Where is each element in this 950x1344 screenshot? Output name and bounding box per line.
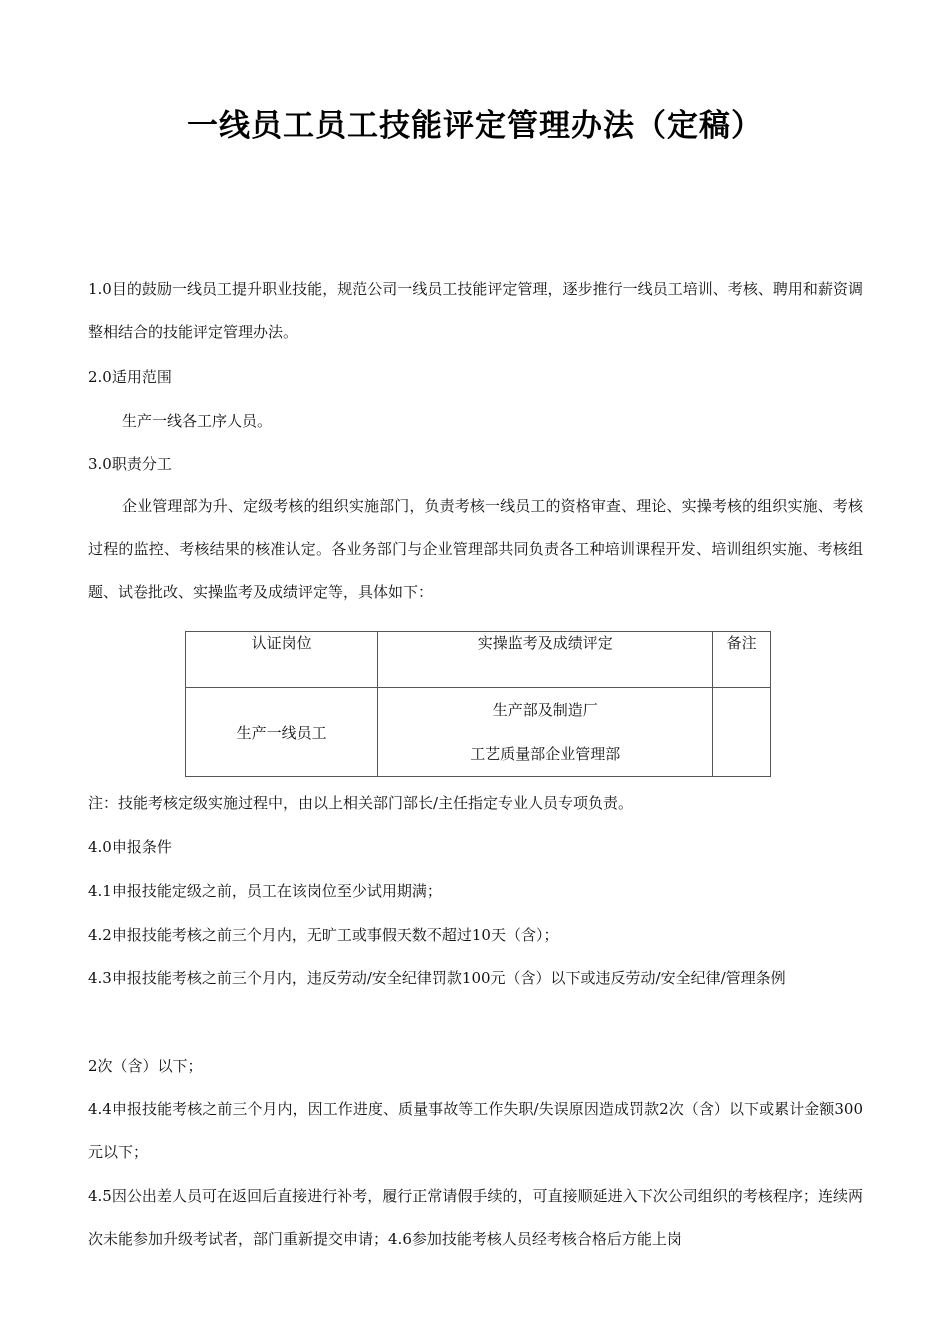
clause-4-3-continued: 2次（含）以下；: [88, 1057, 203, 1075]
document-title: 一线员工员工技能评定管理办法（定稿）: [187, 108, 763, 144]
clause-4-2: 4.2申报技能考核之前三个月内，无旷工或事假天数不超过10天（含）；: [88, 926, 559, 944]
cell-position: 生产一线员工: [186, 688, 378, 777]
dept-line-1: 生产部及制造厂: [492, 701, 598, 719]
certification-table: [185, 631, 771, 777]
section-3-text: 企业管理部为升、定级考核的组织实施部门，负责考核一线员工的资格审查、理论、实操考核的组织实施、考核过程的监控、考核结果的核准认定。各业务部门与企业管理部共同负责各工种培训课程开发、培训组织实施、考核组题、试卷批改、实操监考及成绩评定等，具体如下：: [88, 497, 863, 601]
header-evaluation: 实操监考及成绩评定: [378, 632, 713, 688]
clause-4-5-4-6: 4.5因公出差人员可在返回后直接进行补考，履行正常请假手续的，可直接顺延进入下次公司组织的考核程序；连续两次未能参加升级考试者，部门重新提交申请；4.6参加技能考核人员经考核合格后方能上岗: [88, 1187, 863, 1248]
section-2-text: 生产一线各工序人员。: [122, 412, 273, 430]
header-remark: 备注: [713, 632, 771, 688]
section-3-heading: 3.0职责分工: [88, 455, 172, 473]
table-note: 注：技能考核定级实施过程中，由以上相关部门部长/主任指定专业人员专项负责。: [88, 794, 634, 812]
table-header-row: [186, 632, 771, 688]
section-2-heading: 2.0适用范围: [88, 368, 172, 386]
cell-departments: [378, 688, 713, 777]
cell-remark: [713, 688, 771, 777]
header-position: 认证岗位: [186, 632, 378, 688]
clause-4-3: 4.3申报技能考核之前三个月内，违反劳动/安全纪律罚款100元（含）以下或违反劳动/安全纪律/管理条例: [88, 969, 786, 987]
dept-line-2: 工艺质量部企业管理部: [470, 745, 621, 763]
section-1-purpose: 1.0目的鼓励一线员工提升职业技能，规范公司一线员工技能评定管理，逐步推行一线员工培训、考核、聘用和薪资调整相结合的技能评定管理办法。: [88, 280, 863, 341]
clause-4-1: 4.1申报技能定级之前，员工在该岗位至少试用期满；: [88, 882, 442, 900]
table-row: [186, 688, 771, 777]
clause-4-4: 4.4申报技能考核之前三个月内，因工作进度、质量事故等工作失职/失误原因造成罚款2次（含）以下或累计金额300元以下；: [88, 1100, 863, 1161]
section-4-heading: 4.0申报条件: [88, 838, 172, 856]
